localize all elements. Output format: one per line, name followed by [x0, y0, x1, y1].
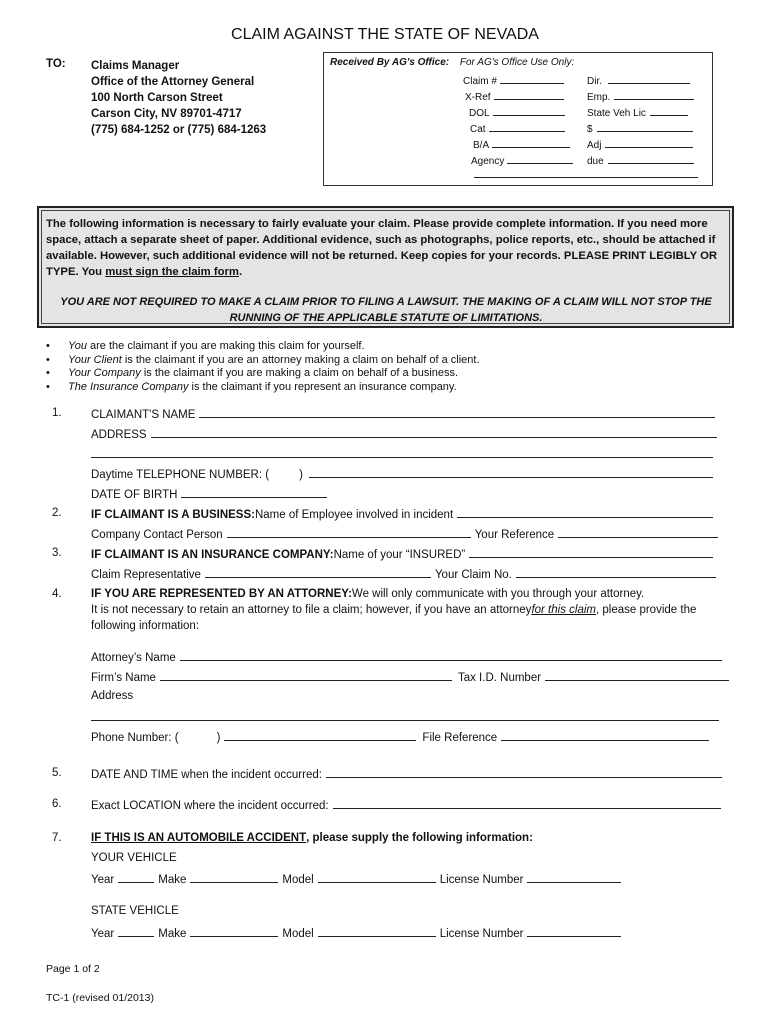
agency-line[interactable]	[507, 155, 573, 164]
your-vehicle-model-field[interactable]	[318, 872, 436, 883]
office-use-label: For AG's Office Use Only:	[459, 57, 575, 68]
license-label: License Number	[439, 874, 524, 886]
list-item: • Your Company is the claimant if you are making a claim on behalf of a business.	[46, 367, 480, 381]
office-field-claim: Claim #	[463, 75, 564, 87]
state-vehicle-license-field[interactable]	[527, 926, 621, 937]
location-field[interactable]	[333, 798, 721, 809]
address-line: Claims Manager	[91, 60, 180, 72]
section-number: 6.	[52, 798, 62, 810]
your-vehicle-license-field[interactable]	[527, 872, 621, 883]
your-vehicle-make-field[interactable]	[190, 872, 278, 883]
company-contact-field[interactable]	[227, 527, 471, 538]
file-reference-field[interactable]	[501, 730, 709, 741]
address-label: ADDRESS	[91, 429, 147, 441]
state-vehicle-year-field[interactable]	[118, 926, 154, 937]
office-field-dir: Dir.	[587, 75, 690, 87]
your-vehicle-heading: YOUR VEHICLE	[91, 852, 177, 864]
dir-line[interactable]	[608, 75, 690, 84]
company-contact-label: Company Contact Person	[91, 529, 223, 541]
date-time-field[interactable]	[326, 767, 722, 778]
dob-field[interactable]	[181, 487, 327, 498]
firm-name-label: Firm’s Name	[91, 672, 156, 684]
office-field-xref: X-Ref	[465, 91, 564, 103]
state-vehicle-model-field[interactable]	[318, 926, 436, 937]
make-label: Make	[158, 928, 187, 940]
list-item: • You are the claimant if you are making this claim for yourself.	[46, 340, 480, 354]
your-vehicle-year-field[interactable]	[118, 872, 154, 883]
office-field-due: due	[587, 155, 694, 167]
phone-number-field[interactable]	[309, 467, 713, 478]
claimant-name-field[interactable]	[199, 407, 715, 418]
section-number: 7.	[52, 832, 62, 844]
attorney-heading: IF YOU ARE REPRESENTED BY AN ATTORNEY:	[91, 588, 352, 600]
section-number: 4.	[52, 588, 62, 600]
claimant-name-label: CLAIMANT'S NAME	[91, 409, 196, 421]
office-field-emp: Emp.	[587, 91, 694, 103]
due-line[interactable]	[608, 155, 694, 164]
dol-line[interactable]	[493, 107, 565, 116]
adj-line[interactable]	[605, 139, 693, 148]
model-label: Model	[282, 874, 314, 886]
claim-rep-label: Claim Representative	[91, 569, 201, 581]
section-number: 1.	[52, 407, 62, 419]
address-line: Office of the Attorney General	[91, 76, 255, 88]
claims-manager-address	[91, 58, 266, 138]
date-time-label: DATE AND TIME when the incident occurred:	[91, 769, 322, 781]
cat-line[interactable]	[489, 123, 565, 132]
section-number: 5.	[52, 767, 62, 779]
tax-id-label: Tax I.D. Number	[457, 672, 542, 684]
office-field-state-veh-lic: State Veh Lic	[587, 107, 688, 119]
emp-line[interactable]	[614, 91, 694, 100]
office-use-box	[323, 52, 713, 186]
amount-line[interactable]	[597, 123, 693, 132]
state-veh-lic-line[interactable]	[650, 107, 688, 116]
instructions-notice: The following information is necessary to fairly evaluate your claim. Please provide complete information. If you need more space, attach a separate sheet of paper. Additional evidence, such as photographs, police reports, etc., should be attached if available. However, such additional evidence will not be returned. Keep copies for your records. PLEASE PRINT LEGIBLY OR TYPE. You must sign the claim form. YOU ARE NOT REQUIRED TO MAKE A CLAIM PRIOR TO FILING A LAWSUIT. THE MAKING OF A CLAIM WILL NOT STOP THE RUNNING OF THE APPLICABLE STATUTE OF LIMITATIONS.	[37, 206, 734, 328]
section-number: 2.	[52, 507, 62, 519]
form-title: CLAIM AGAINST THE STATE OF NEVADA	[231, 26, 539, 43]
claimant-address-line-2[interactable]	[91, 447, 713, 458]
your-reference-label: Your Reference	[474, 529, 555, 541]
for-this-claim-emphasis: for this claim	[531, 604, 596, 616]
office-field-cat: Cat	[470, 123, 565, 135]
list-item: • The Insurance Company is the claimant if you represent an insurance company.	[46, 381, 480, 395]
ba-line[interactable]	[492, 139, 570, 148]
file-reference-label: File Reference	[422, 732, 498, 744]
tax-id-field[interactable]	[545, 670, 729, 681]
office-field-ba: B/A	[473, 139, 570, 151]
claim-rep-field[interactable]	[205, 567, 431, 578]
office-field-adj: Adj	[587, 139, 693, 151]
notice-text: The following information is necessary to fairly evaluate your claim. Please provide complete information. If you need more space, attach a separate sheet of paper. Additional evidence, such as photographs, police reports, etc., should be attached if available. However, such additional evidence will not be returned. Keep copies for your records. PLEASE PRINT LEGIBLY OR TYPE. You	[46, 218, 718, 278]
section-number: 3.	[52, 547, 62, 559]
office-extra-line[interactable]	[474, 177, 698, 178]
list-item: • Your Client is the claimant if you are an attorney making a claim on behalf of a client.	[46, 354, 480, 368]
attorney-phone-field[interactable]	[224, 730, 416, 741]
location-label: Exact LOCATION where the incident occurred:	[91, 800, 329, 812]
insured-name-field[interactable]	[469, 547, 713, 558]
claim-no-label: Your Claim No.	[434, 569, 512, 581]
state-vehicle-make-field[interactable]	[190, 926, 278, 937]
claimant-address-field[interactable]	[151, 427, 717, 438]
make-label: Make	[158, 874, 187, 886]
your-reference-field[interactable]	[558, 527, 718, 538]
claim-no-field[interactable]	[516, 567, 716, 578]
dob-label: DATE OF BIRTH	[91, 489, 178, 501]
attorney-name-field[interactable]	[180, 650, 722, 661]
firm-name-field[interactable]	[160, 670, 452, 681]
received-label: Received By AG's Office:	[330, 57, 450, 68]
claim-number-line[interactable]	[500, 75, 564, 84]
claimant-definitions	[46, 340, 480, 394]
office-field-agency: Agency	[471, 155, 573, 167]
attorney-name-label: Attorney’s Name	[91, 652, 176, 664]
business-heading: IF CLAIMANT IS A BUSINESS:	[91, 509, 255, 521]
employee-name-field[interactable]	[457, 507, 713, 518]
lawsuit-warning: YOU ARE NOT REQUIRED TO MAKE A CLAIM PRIOR TO FILING A LAWSUIT. THE MAKING OF A CLAIM WILL NOT STOP THE RUNNING OF THE APPLICABLE STATUTE OF LIMITATIONS.	[60, 296, 712, 324]
form-revision: TC-1 (revised 01/2013)	[46, 992, 154, 1004]
office-field-amount: $	[587, 123, 693, 135]
state-vehicle-heading: STATE VEHICLE	[91, 905, 179, 917]
xref-line[interactable]	[494, 91, 564, 100]
attorney-address-field[interactable]	[91, 710, 719, 721]
office-field-dol: DOL	[469, 107, 565, 119]
phone-label: Daytime TELEPHONE NUMBER: (	[91, 469, 270, 481]
address-line: (775) 684-1252 or (775) 684-1263	[91, 124, 267, 136]
attorney-address-label: Address	[91, 690, 134, 702]
page-number: Page 1 of 2	[46, 963, 100, 975]
insurance-heading: IF CLAIMANT IS AN INSURANCE COMPANY:	[91, 549, 334, 561]
year-label: Year	[91, 874, 115, 886]
year-label: Year	[91, 928, 115, 940]
attorney-phone-label: Phone Number: (	[91, 732, 179, 744]
address-line: 100 North Carson Street	[91, 92, 223, 104]
sign-claim-emphasis: must sign the claim form	[105, 266, 239, 278]
model-label: Model	[282, 928, 314, 940]
license-label: License Number	[439, 928, 524, 940]
auto-accident-heading: IF THIS IS AN AUTOMOBILE ACCIDENT	[91, 832, 307, 844]
address-line: Carson City, NV 89701-4717	[91, 108, 242, 120]
to-label: TO:	[46, 58, 66, 70]
